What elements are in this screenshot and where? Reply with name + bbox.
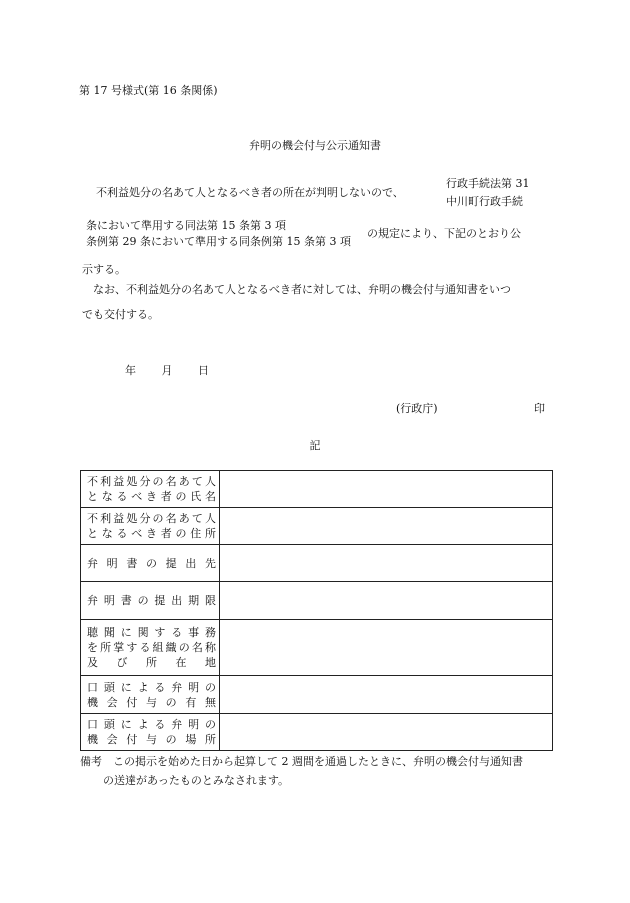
table-row bbox=[81, 471, 553, 508]
paragraph-1-continue: の規定により、下記のとおり公 bbox=[367, 227, 521, 240]
document-title: 弁明の機会付与公示通知書 bbox=[249, 139, 381, 152]
row-label-line: 及び所在地 bbox=[87, 656, 216, 669]
row-label bbox=[81, 471, 220, 508]
row-label-line: 機会付与の有無 bbox=[87, 695, 216, 709]
row-value-field[interactable] bbox=[220, 620, 553, 676]
table-row bbox=[81, 582, 553, 620]
table-row bbox=[81, 676, 553, 714]
row-label bbox=[81, 582, 220, 620]
row-label bbox=[81, 620, 220, 676]
paragraph-2-line-1: なお、不利益処分の名あて人となるべき者に対しては、弁明の機会付与通知書をいつ bbox=[93, 283, 511, 296]
row-value-field[interactable] bbox=[220, 714, 553, 751]
row-value-field[interactable] bbox=[220, 545, 553, 582]
row-label-line: 不利益処分の名あて人 bbox=[87, 512, 216, 525]
date-line bbox=[125, 362, 231, 378]
row-label bbox=[81, 545, 220, 582]
table-row bbox=[81, 714, 553, 751]
table-row bbox=[81, 508, 553, 545]
row-label-line: 弁明書の提出先 bbox=[87, 556, 216, 570]
paragraph-2-line-2: でも交付する。 bbox=[82, 308, 159, 321]
row-label-line: 口頭による弁明の bbox=[87, 680, 216, 694]
reference-option-2: 条例第 29 条において準用する同条例第 15 条第 3 項 bbox=[86, 235, 351, 248]
details-table bbox=[80, 470, 553, 751]
row-label-line: 不利益処分の名あて人 bbox=[87, 475, 216, 488]
row-value-field[interactable] bbox=[220, 508, 553, 545]
row-label-line: となるべき者の住所 bbox=[87, 527, 216, 540]
remarks-line-2: の送達があったものとみなされます。 bbox=[103, 774, 290, 787]
row-value-field[interactable] bbox=[220, 471, 553, 508]
law-option-2: 中川町行政手続 bbox=[446, 195, 523, 208]
table-row bbox=[81, 545, 553, 582]
law-option-1: 行政手続法第 31 bbox=[446, 177, 530, 190]
row-label-line: 弁明書の提出期限 bbox=[87, 594, 216, 607]
row-label bbox=[81, 676, 220, 714]
row-label-line: 口頭による弁明の bbox=[87, 718, 216, 731]
table-row bbox=[81, 620, 553, 676]
row-label bbox=[81, 714, 220, 751]
date-month: 月 bbox=[161, 364, 173, 377]
date-year: 年 bbox=[125, 364, 136, 377]
seal-mark: 印 bbox=[534, 402, 545, 415]
row-label bbox=[81, 508, 220, 545]
row-label-line: 聴聞に関する事務 bbox=[87, 626, 216, 639]
paragraph-1-start: 不利益処分の名あて人となるべき者の所在が判明しないので、 bbox=[96, 186, 404, 199]
row-value-field[interactable] bbox=[220, 582, 553, 620]
row-label-line: を所掌する組織の名称 bbox=[87, 641, 216, 654]
agency-label: (行政庁) bbox=[396, 402, 438, 415]
form-number: 第 17 号様式(第 16 条関係) bbox=[79, 84, 218, 97]
remarks-line-1: 備考 この掲示を始めた日から起算して 2 週間を通過したときに、弁明の機会付与通知書 bbox=[80, 755, 523, 768]
date-day: 日 bbox=[198, 364, 209, 377]
row-value-field[interactable] bbox=[220, 676, 553, 714]
row-label-line: 機会付与の場所 bbox=[87, 733, 216, 746]
ki-heading: 記 bbox=[309, 439, 321, 452]
row-label-line: となるべき者の氏名 bbox=[87, 490, 216, 503]
reference-option-1: 条において準用する同法第 15 条第 3 項 bbox=[86, 219, 286, 232]
paragraph-1-end: 示する。 bbox=[82, 263, 126, 276]
